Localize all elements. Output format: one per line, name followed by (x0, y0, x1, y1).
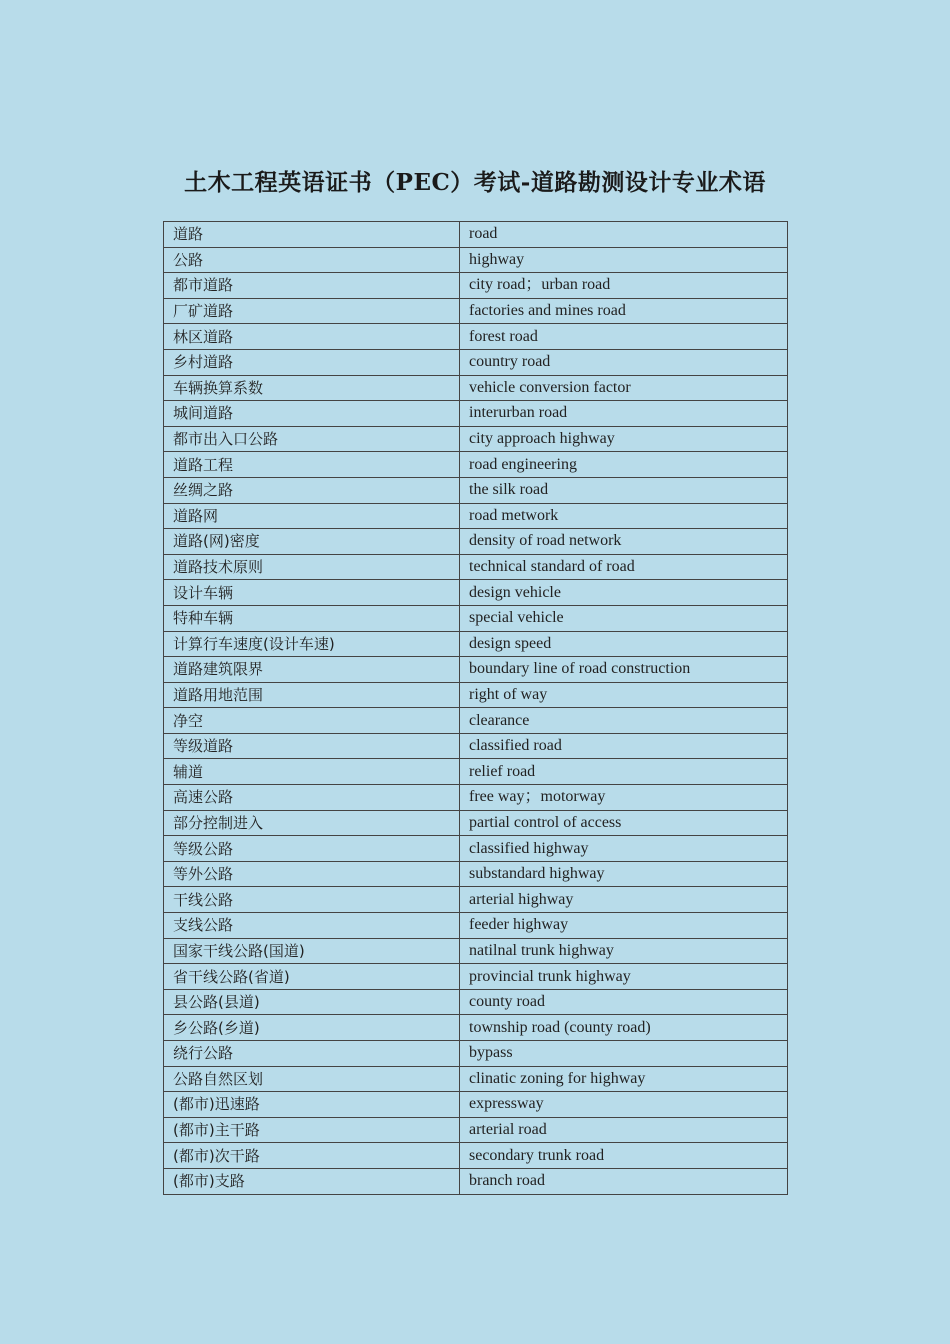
term-chinese-cell: 国家干线公路(国道) (164, 938, 460, 964)
table-row (164, 503, 788, 529)
table-row (164, 1041, 788, 1067)
term-english-cell: classified highway (460, 836, 788, 862)
glossary-table-body (164, 222, 788, 1195)
term-english-cell: forest road (460, 324, 788, 350)
term-english-cell: right of way (460, 682, 788, 708)
term-english-cell: arterial road (460, 1117, 788, 1143)
term-english-cell: density of road network (460, 529, 788, 555)
term-english-cell: special vehicle (460, 605, 788, 631)
term-chinese-cell: 计算行车速度(设计车速) (164, 631, 460, 657)
table-row (164, 222, 788, 248)
term-english-cell: arterial highway (460, 887, 788, 913)
term-english-cell: technical standard of road (460, 554, 788, 580)
term-chinese-cell: 省干线公路(省道) (164, 964, 460, 990)
term-english-cell: vehicle conversion factor (460, 375, 788, 401)
term-chinese-cell: 乡村道路 (164, 349, 460, 375)
term-chinese-cell: 道路 (164, 222, 460, 248)
term-chinese-cell: 道路建筑限界 (164, 657, 460, 683)
term-chinese-cell: 车辆换算系数 (164, 375, 460, 401)
table-row (164, 733, 788, 759)
term-english-cell: design speed (460, 631, 788, 657)
term-english-cell: expressway (460, 1092, 788, 1118)
term-english-cell: county road (460, 989, 788, 1015)
term-english-cell: road (460, 222, 788, 248)
term-chinese-cell: 公路自然区划 (164, 1066, 460, 1092)
table-row (164, 631, 788, 657)
term-chinese-cell: 特种车辆 (164, 605, 460, 631)
term-english-cell: relief road (460, 759, 788, 785)
table-row (164, 298, 788, 324)
term-chinese-cell: 厂矿道路 (164, 298, 460, 324)
term-english-cell: the silk road (460, 477, 788, 503)
term-english-cell: clearance (460, 708, 788, 734)
term-chinese-cell: 都市出入口公路 (164, 426, 460, 452)
table-row (164, 554, 788, 580)
term-english-cell: feeder highway (460, 913, 788, 939)
term-chinese-cell: (都市)次干路 (164, 1143, 460, 1169)
table-row (164, 477, 788, 503)
table-row (164, 657, 788, 683)
term-english-cell: road metwork (460, 503, 788, 529)
term-english-cell: substandard highway (460, 861, 788, 887)
term-english-cell: design vehicle (460, 580, 788, 606)
term-chinese-cell: (都市)迅速路 (164, 1092, 460, 1118)
term-chinese-cell: 净空 (164, 708, 460, 734)
table-row (164, 1143, 788, 1169)
term-chinese-cell: (都市)支路 (164, 1168, 460, 1194)
term-chinese-cell: 乡公路(乡道) (164, 1015, 460, 1041)
table-row (164, 1066, 788, 1092)
table-row (164, 324, 788, 350)
term-english-cell: road engineering (460, 452, 788, 478)
table-row (164, 1015, 788, 1041)
term-chinese-cell: 公路 (164, 247, 460, 273)
term-english-cell: bypass (460, 1041, 788, 1067)
table-row (164, 375, 788, 401)
term-english-cell: natilnal trunk highway (460, 938, 788, 964)
term-chinese-cell: 设计车辆 (164, 580, 460, 606)
table-row (164, 708, 788, 734)
term-english-cell: classified road (460, 733, 788, 759)
table-row (164, 964, 788, 990)
term-english-cell: boundary line of road construction (460, 657, 788, 683)
term-chinese-cell: 林区道路 (164, 324, 460, 350)
table-row (164, 349, 788, 375)
term-english-cell: city road；urban road (460, 273, 788, 299)
term-chinese-cell: 道路技术原则 (164, 554, 460, 580)
table-row (164, 989, 788, 1015)
page-title: 土木工程英语证书（PEC）考试-道路勘测设计专业术语 (184, 169, 766, 197)
term-chinese-cell: 高速公路 (164, 785, 460, 811)
term-english-cell: secondary trunk road (460, 1143, 788, 1169)
table-row (164, 426, 788, 452)
glossary-table (163, 221, 788, 1195)
table-row (164, 861, 788, 887)
table-row (164, 401, 788, 427)
term-chinese-cell: 等级公路 (164, 836, 460, 862)
term-english-cell: interurban road (460, 401, 788, 427)
term-chinese-cell: (都市)主干路 (164, 1117, 460, 1143)
table-row (164, 785, 788, 811)
term-english-cell: township road (county road) (460, 1015, 788, 1041)
term-chinese-cell: 丝绸之路 (164, 477, 460, 503)
term-chinese-cell: 部分控制进入 (164, 810, 460, 836)
table-row (164, 887, 788, 913)
term-chinese-cell: 等级道路 (164, 733, 460, 759)
term-english-cell: partial control of access (460, 810, 788, 836)
table-row (164, 810, 788, 836)
table-row (164, 273, 788, 299)
table-row (164, 938, 788, 964)
term-chinese-cell: 等外公路 (164, 861, 460, 887)
term-chinese-cell: 道路用地范围 (164, 682, 460, 708)
table-row (164, 1117, 788, 1143)
table-row (164, 682, 788, 708)
table-row (164, 759, 788, 785)
table-row (164, 1168, 788, 1194)
table-row (164, 529, 788, 555)
term-english-cell: city approach highway (460, 426, 788, 452)
term-chinese-cell: 道路工程 (164, 452, 460, 478)
term-chinese-cell: 道路网 (164, 503, 460, 529)
table-row (164, 247, 788, 273)
term-english-cell: clinatic zoning for highway (460, 1066, 788, 1092)
term-english-cell: branch road (460, 1168, 788, 1194)
term-english-cell: provincial trunk highway (460, 964, 788, 990)
term-english-cell: country road (460, 349, 788, 375)
term-english-cell: highway (460, 247, 788, 273)
term-chinese-cell: 县公路(县道) (164, 989, 460, 1015)
table-row (164, 836, 788, 862)
table-row (164, 452, 788, 478)
term-chinese-cell: 道路(网)密度 (164, 529, 460, 555)
term-chinese-cell: 城间道路 (164, 401, 460, 427)
table-row (164, 580, 788, 606)
term-chinese-cell: 辅道 (164, 759, 460, 785)
term-chinese-cell: 都市道路 (164, 273, 460, 299)
table-row (164, 605, 788, 631)
term-english-cell: factories and mines road (460, 298, 788, 324)
table-row (164, 1092, 788, 1118)
table-row (164, 913, 788, 939)
term-chinese-cell: 支线公路 (164, 913, 460, 939)
term-chinese-cell: 绕行公路 (164, 1041, 460, 1067)
term-chinese-cell: 干线公路 (164, 887, 460, 913)
term-english-cell: free way；motorway (460, 785, 788, 811)
